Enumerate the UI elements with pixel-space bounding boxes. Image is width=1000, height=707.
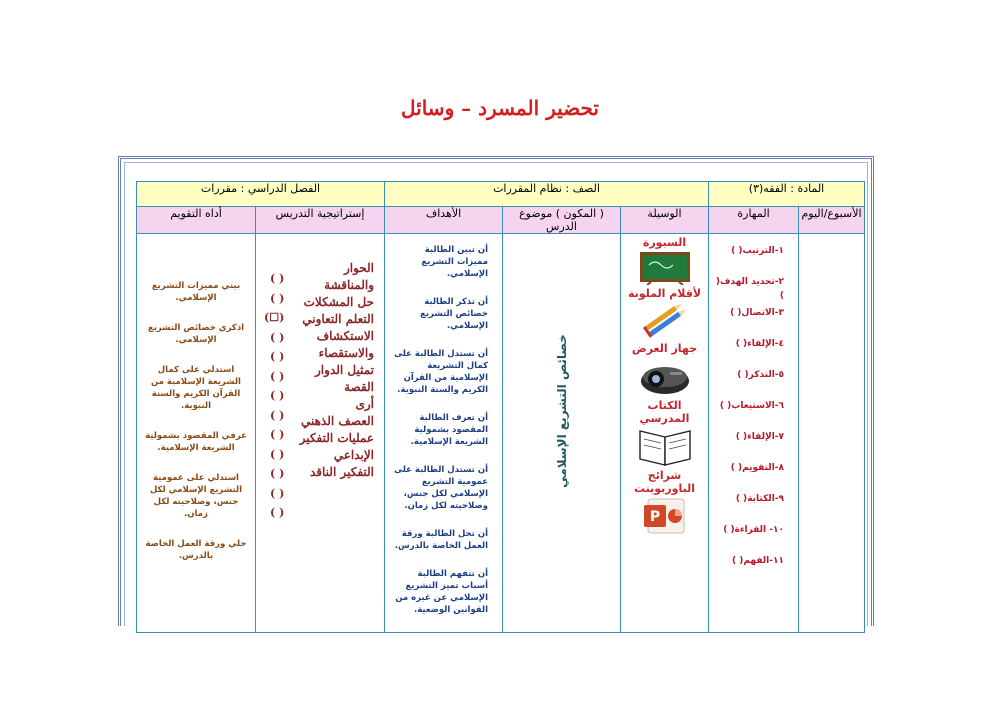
skill-item: [709, 337, 784, 368]
skill-label: ٣-الاتصال: [741, 308, 785, 318]
strategy-item: حل المشكلات: [303, 295, 375, 309]
media-slides-label: شرائح الباوربوينت: [634, 469, 695, 495]
skill-checkbox: ( ): [723, 525, 735, 535]
skill-checkbox: ( ): [731, 556, 744, 566]
skill-item: [709, 430, 784, 461]
skill-checkbox: ( ): [730, 463, 743, 473]
strategy-header: إستراتيجية التدريس: [256, 207, 385, 234]
topic-cell: [503, 234, 621, 633]
goals-header: الأهداف: [385, 207, 503, 234]
skill-label: ١-الترتيب: [742, 246, 785, 256]
goal-item: أن تذكر الطالبة خصائص التشريع الإسلامي.: [420, 297, 489, 331]
goal-item: أن تحل الطالبة ورقة العمل الخاصة بالدرس.: [394, 529, 489, 551]
skill-label: ٧-الإلقاء: [747, 432, 785, 442]
week-day-cell: [799, 234, 865, 633]
assessment-list: [137, 234, 255, 562]
strategy-checkbox: ( ): [270, 291, 285, 305]
skill-label: ٢-تحديد الهدف: [719, 277, 785, 287]
skill-label: ٨-التقويم: [742, 463, 785, 473]
strategy-checkbox: ( ): [270, 369, 285, 383]
goal-item: أن تستدل الطالبة على كمال التشريعة الإسلامية من القرآن الكريم والسنة النبوية.: [394, 349, 489, 395]
strategy-item: الحوار: [343, 261, 375, 275]
header-row: [137, 182, 865, 207]
skill-checkbox: ( ): [715, 277, 785, 301]
strategy-item: الإبداعي: [333, 448, 375, 462]
strategy-item: القصة: [344, 380, 375, 394]
grade-cell: الصف : نظام المقررات: [385, 182, 709, 207]
skill-item: [709, 244, 784, 275]
strategy-checkbox: ( ): [270, 272, 285, 285]
subject-cell: المادة : الفقه(٣): [709, 182, 865, 207]
assessment-item: حلي ورقة العمل الخاصة بالدرس.: [145, 539, 247, 561]
strategy-item: تمثيل الدوار: [315, 363, 375, 377]
strategy-checkbox: ( ): [270, 447, 285, 461]
strategy-item: التفكير الناقد: [309, 465, 375, 479]
strategy-item: التعلم التعاوني: [302, 312, 375, 326]
assessment-header: أداه التقويم: [137, 207, 256, 234]
media-board-label: السبورة: [642, 236, 687, 249]
skill-item: [709, 275, 784, 306]
strategy-checkbox: ( ): [270, 506, 285, 519]
skill-checkbox: ( ): [731, 246, 743, 256]
strategy-item: الاستكشاف: [316, 329, 375, 343]
media-book-label: الكتاب المدرسي: [639, 399, 690, 425]
projector-icon: [638, 357, 692, 397]
content-row: [137, 234, 865, 633]
skill-item: [709, 492, 784, 523]
goal-item: أن تتفهم الطالبة أسباب تميز التشريع الإسلامي عن غيره من القوانين الوضعية.: [395, 569, 489, 615]
assessment-item: عرفي المقصود بشمولية الشريعة الإسلامية.: [145, 431, 247, 453]
skill-label: ٤-الإلقاء: [747, 339, 785, 349]
media-cell: [621, 234, 709, 633]
skill-checkbox: ( ): [735, 432, 748, 442]
skill-item: [709, 523, 784, 554]
goal-item: أن تستدل الطالبة على عمومية التشريع الإسلامي لكل جنس، وصلاحيته لكل زمان.: [394, 465, 489, 511]
strategy-item: أرى: [355, 397, 375, 411]
assessment-item: بيني مميزات التشريع الإسلامي.: [151, 281, 241, 303]
media-pens-label: لأقلام الملونة: [627, 287, 702, 300]
skill-label: ٦-الاستيعاب: [731, 401, 785, 411]
skill-item: [709, 399, 784, 430]
week-day-header: الأسبوع/اليوم: [799, 207, 865, 234]
strategy-checkbox: ( ): [270, 428, 285, 441]
strategy-item: العصف الذهني: [300, 414, 375, 428]
skill-label: ١٠- القراءة: [734, 525, 785, 535]
skill-checkbox: ( ): [730, 308, 742, 318]
strategy-cell: [256, 234, 385, 633]
assessment-item: استدلي على عمومية التشريع الإسلامي لكل جنس، وصلاحيته لكل زمان.: [149, 473, 243, 519]
strategy-checkbox: ( ): [270, 486, 285, 500]
strategy-item: عمليات التفكير: [299, 431, 375, 445]
goal-item: أن تعرف الطالبة المقصود بشمولية الشريعة الإسلامية.: [410, 413, 489, 447]
skill-label: ٥-التذكر: [748, 370, 785, 380]
strategy-checkbox: ( ): [270, 408, 285, 422]
strategy-checkbox: ( ): [270, 330, 285, 344]
powerpoint-icon: [642, 497, 688, 535]
colored-pens-icon: [639, 302, 691, 340]
goals-list: [385, 234, 502, 616]
skill-label: ٩-الكتابة: [747, 494, 785, 504]
column-header-row: [137, 207, 865, 234]
chalkboard-icon: [639, 251, 691, 285]
assessment-cell: [137, 234, 256, 633]
strategy-item: والمناقشة: [324, 278, 375, 292]
skill-header: المهارة: [709, 207, 799, 234]
lesson-plan-table: [136, 181, 865, 633]
skill-label: ١١-الفهم: [743, 556, 785, 566]
goals-cell: [385, 234, 503, 633]
semester-cell: الفصل الدراسي : مقررات: [137, 182, 385, 207]
skill-cell: [709, 234, 799, 633]
page-title: تحضير المسرد – وسائل: [401, 96, 599, 120]
strategy-checkbox: ( ): [270, 389, 285, 402]
strategy-checkbox: ( ): [270, 467, 285, 480]
skill-item: [709, 461, 784, 492]
goal-item: أن تبين الطالبة مميزات التشريع الإسلامي.: [421, 245, 489, 279]
skill-checkbox: ( ): [735, 339, 748, 349]
book-icon: [636, 427, 694, 467]
skill-checkbox: ( ): [719, 401, 732, 411]
skill-item: [709, 306, 784, 337]
skill-item: [709, 368, 784, 399]
strategy-checkbox: (☐): [264, 311, 285, 324]
assessment-item: استدلي على كمال الشريعة الإسلامية من القرآن الكريم والسنة النبوية.: [151, 365, 241, 411]
strategy-checkbox: ( ): [270, 350, 285, 363]
strategy-checkboxes: [264, 270, 284, 524]
topic-header: ( المكون ) موضوع الدرس: [503, 207, 621, 234]
svg-text:P: P: [649, 509, 660, 525]
skills-list: [709, 234, 798, 585]
lesson-topic: خصائص التشريع الإسلامي: [554, 333, 569, 488]
skill-checkbox: ( ): [737, 370, 749, 380]
media-projector-label: جهاز العرض: [631, 342, 698, 355]
assessment-item: اذكري خصائص التشريع الإسلامي.: [147, 323, 245, 345]
media-header: الوسيلة: [621, 207, 709, 234]
skill-item: [709, 554, 784, 585]
strategy-item: والاستقصاء: [318, 346, 375, 360]
skill-checkbox: ( ): [735, 494, 748, 504]
